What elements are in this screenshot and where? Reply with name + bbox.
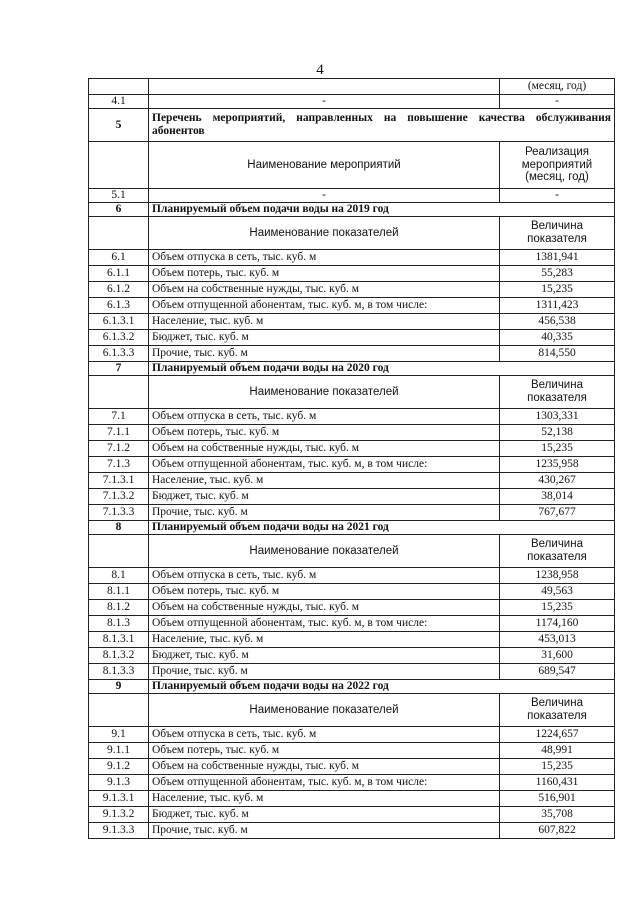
number-cell: 8.1.1 bbox=[89, 584, 149, 600]
number-cell: 9.1.3 bbox=[89, 775, 149, 791]
value-cell: 607,822 bbox=[500, 823, 615, 839]
value-cell: 38,014 bbox=[500, 489, 615, 505]
value-cell: 31,600 bbox=[500, 648, 615, 664]
value-cell: 456,538 bbox=[500, 314, 615, 330]
table-row bbox=[89, 727, 615, 743]
section-title-row bbox=[89, 680, 615, 694]
number-cell: 7.1 bbox=[89, 409, 149, 425]
section-5 bbox=[89, 109, 615, 203]
section-number: 7 bbox=[89, 362, 149, 376]
value-cell: 814,550 bbox=[500, 346, 615, 362]
table-row bbox=[89, 807, 615, 823]
name-cell: Население, тыс. куб. м bbox=[149, 473, 500, 489]
number-cell: 6.1.3 bbox=[89, 298, 149, 314]
header-value-cell: Величина показателя bbox=[500, 217, 615, 250]
number-cell: 6.1.3.1 bbox=[89, 314, 149, 330]
section-title-row bbox=[89, 362, 615, 376]
value-cell: 1235,958 bbox=[500, 457, 615, 473]
name-cell: Бюджет, тыс. куб. м bbox=[149, 330, 500, 346]
number-cell: 8.1.3 bbox=[89, 616, 149, 632]
section-header-row bbox=[89, 694, 615, 727]
section-title: Перечень мероприятий, направленных на повышение качества обслуживания абонентов bbox=[149, 109, 615, 142]
number-cell: 8.1.3.1 bbox=[89, 632, 149, 648]
section-title-row bbox=[89, 203, 615, 217]
table-row bbox=[89, 823, 615, 839]
table-row bbox=[89, 314, 615, 330]
number-cell bbox=[89, 217, 149, 250]
number-cell: 9.1.3.2 bbox=[89, 807, 149, 823]
name-cell: Объем потерь, тыс. куб. м bbox=[149, 266, 500, 282]
section-header-row bbox=[89, 217, 615, 250]
planned-volume-sections bbox=[89, 203, 615, 839]
table-row bbox=[89, 632, 615, 648]
table-row bbox=[89, 79, 615, 95]
value-cell: 430,267 bbox=[500, 473, 615, 489]
value-cell: 1238,958 bbox=[500, 568, 615, 584]
name-cell: Объем отпущенной абонентам, тыс. куб. м, в том числе: bbox=[149, 298, 500, 314]
name-cell: Объем потерь, тыс. куб. м bbox=[149, 425, 500, 441]
header-period-cell: (месяц, год) bbox=[500, 79, 615, 95]
number-cell: 6.1.2 bbox=[89, 282, 149, 298]
name-cell: Объем отпуска в сеть, тыс. куб. м bbox=[149, 250, 500, 266]
name-cell: Бюджет, тыс. куб. м bbox=[149, 648, 500, 664]
number-cell: 8.1.3.3 bbox=[89, 664, 149, 680]
name-cell: Объем на собственные нужды, тыс. куб. м bbox=[149, 441, 500, 457]
name-cell: Прочие, тыс. куб. м bbox=[149, 664, 500, 680]
table-row bbox=[89, 425, 615, 441]
number-cell: 4.1 bbox=[89, 95, 149, 109]
name-cell: Объем потерь, тыс. куб. м bbox=[149, 584, 500, 600]
number-cell: 9.1.3.3 bbox=[89, 823, 149, 839]
section-title: Планируемый объем подачи воды на 2022 год bbox=[149, 680, 615, 694]
value-cell: 52,138 bbox=[500, 425, 615, 441]
number-cell: 7.1.3 bbox=[89, 457, 149, 473]
section-title-row bbox=[89, 109, 615, 142]
table-row bbox=[89, 584, 615, 600]
table-row bbox=[89, 95, 615, 109]
number-cell bbox=[89, 142, 149, 189]
header-name-cell: Наименование показателей bbox=[149, 217, 500, 250]
name-cell: - bbox=[149, 189, 500, 203]
number-cell: 6.1.1 bbox=[89, 266, 149, 282]
table-row bbox=[89, 568, 615, 584]
table-row bbox=[89, 743, 615, 759]
value-cell: 1303,331 bbox=[500, 409, 615, 425]
page-number: 4 bbox=[316, 62, 324, 78]
value-cell: 689,547 bbox=[500, 664, 615, 680]
table-row bbox=[89, 648, 615, 664]
header-name-cell: Наименование показателей bbox=[149, 694, 500, 727]
number-cell bbox=[89, 376, 149, 409]
section-title: Планируемый объем подачи воды на 2021 год bbox=[149, 521, 615, 535]
section-title-row bbox=[89, 521, 615, 535]
name-cell: Объем отпуска в сеть, тыс. куб. м bbox=[149, 568, 500, 584]
number-cell: 9.1.2 bbox=[89, 759, 149, 775]
table-row bbox=[89, 330, 615, 346]
number-cell: 7.1.3.1 bbox=[89, 473, 149, 489]
table-row bbox=[89, 189, 615, 203]
number-cell: 8.1 bbox=[89, 568, 149, 584]
section-number: 9 bbox=[89, 680, 149, 694]
table-row bbox=[89, 489, 615, 505]
table-row bbox=[89, 791, 615, 807]
header-name-cell: Наименование показателей bbox=[149, 535, 500, 568]
value-cell: 767,677 bbox=[500, 505, 615, 521]
name-cell: Прочие, тыс. куб. м bbox=[149, 823, 500, 839]
table-row bbox=[89, 250, 615, 266]
header-value-cell: Величина показателя bbox=[500, 694, 615, 727]
table-row bbox=[89, 266, 615, 282]
number-cell: 7.1.3.3 bbox=[89, 505, 149, 521]
number-cell bbox=[89, 79, 149, 95]
header-name-cell: Наименование мероприятий bbox=[149, 142, 500, 189]
number-cell: 5.1 bbox=[89, 189, 149, 203]
name-cell: - bbox=[149, 95, 500, 109]
name-cell: Бюджет, тыс. куб. м bbox=[149, 807, 500, 823]
number-cell: 6.1.3.3 bbox=[89, 346, 149, 362]
value-cell: 15,235 bbox=[500, 282, 615, 298]
table-row bbox=[89, 664, 615, 680]
section-number: 6 bbox=[89, 203, 149, 217]
number-cell: 9.1.3.1 bbox=[89, 791, 149, 807]
name-cell: Объем потерь, тыс. куб. м bbox=[149, 743, 500, 759]
value-cell: 35,708 bbox=[500, 807, 615, 823]
table-row bbox=[89, 775, 615, 791]
name-cell: Объем на собственные нужды, тыс. куб. м bbox=[149, 282, 500, 298]
section-header-row bbox=[89, 535, 615, 568]
value-cell: - bbox=[500, 189, 615, 203]
section-title: Планируемый объем подачи воды на 2020 год bbox=[149, 362, 615, 376]
value-cell: 15,235 bbox=[500, 600, 615, 616]
number-cell: 7.1.3.2 bbox=[89, 489, 149, 505]
number-cell: 9.1.1 bbox=[89, 743, 149, 759]
value-cell: 55,283 bbox=[500, 266, 615, 282]
section-header-row bbox=[89, 376, 615, 409]
number-cell: 6.1 bbox=[89, 250, 149, 266]
table-row bbox=[89, 616, 615, 632]
table-row bbox=[89, 759, 615, 775]
name-cell: Объем отпуска в сеть, тыс. куб. м bbox=[149, 727, 500, 743]
name-cell: Объем отпущенной абонентам, тыс. куб. м, в том числе: bbox=[149, 775, 500, 791]
value-cell: 1160,431 bbox=[500, 775, 615, 791]
table-row bbox=[89, 457, 615, 473]
value-cell: 1174,160 bbox=[500, 616, 615, 632]
value-cell: 453,013 bbox=[500, 632, 615, 648]
value-cell: 1311,423 bbox=[500, 298, 615, 314]
table-row bbox=[89, 505, 615, 521]
indicators-table bbox=[88, 78, 615, 839]
name-cell: Прочие, тыс. куб. м bbox=[149, 346, 500, 362]
name-cell: Население, тыс. куб. м bbox=[149, 791, 500, 807]
table-row bbox=[89, 282, 615, 298]
header-name-cell: Наименование показателей bbox=[149, 376, 500, 409]
name-cell: Население, тыс. куб. м bbox=[149, 632, 500, 648]
header-value-cell: Реализация мероприятий (месяц, год) bbox=[500, 142, 615, 189]
name-cell: Объем на собственные нужды, тыс. куб. м bbox=[149, 600, 500, 616]
number-cell: 6.1.3.2 bbox=[89, 330, 149, 346]
name-cell: Объем отпуска в сеть, тыс. куб. м bbox=[149, 409, 500, 425]
value-cell: 15,235 bbox=[500, 759, 615, 775]
section-number: 5 bbox=[89, 109, 149, 142]
name-cell: Прочие, тыс. куб. м bbox=[149, 505, 500, 521]
section-number: 8 bbox=[89, 521, 149, 535]
table-row bbox=[89, 409, 615, 425]
value-cell: 49,563 bbox=[500, 584, 615, 600]
value-cell: 1224,657 bbox=[500, 727, 615, 743]
number-cell: 7.1.1 bbox=[89, 425, 149, 441]
value-cell: 1381,941 bbox=[500, 250, 615, 266]
number-cell bbox=[89, 535, 149, 568]
value-cell: 15,235 bbox=[500, 441, 615, 457]
table-row bbox=[89, 600, 615, 616]
table-row bbox=[89, 473, 615, 489]
number-cell: 7.1.2 bbox=[89, 441, 149, 457]
name-cell: Объем на собственные нужды, тыс. куб. м bbox=[149, 759, 500, 775]
name-cell: Население, тыс. куб. м bbox=[149, 314, 500, 330]
value-cell: - bbox=[500, 95, 615, 109]
section-title: Планируемый объем подачи воды на 2019 год bbox=[149, 203, 615, 217]
number-cell bbox=[89, 694, 149, 727]
table-top bbox=[89, 79, 615, 109]
value-cell: 516,901 bbox=[500, 791, 615, 807]
header-value-cell: Величина показателя bbox=[500, 376, 615, 409]
number-cell: 8.1.3.2 bbox=[89, 648, 149, 664]
section-header-row bbox=[89, 142, 615, 189]
header-value-cell: Величина показателя bbox=[500, 535, 615, 568]
table-row bbox=[89, 346, 615, 362]
value-cell: 48,991 bbox=[500, 743, 615, 759]
name-cell: Бюджет, тыс. куб. м bbox=[149, 489, 500, 505]
value-cell: 40,335 bbox=[500, 330, 615, 346]
number-cell: 8.1.2 bbox=[89, 600, 149, 616]
table-row bbox=[89, 441, 615, 457]
table-row bbox=[89, 298, 615, 314]
name-cell: Объем отпущенной абонентам, тыс. куб. м, в том числе: bbox=[149, 457, 500, 473]
name-cell: Объем отпущенной абонентам, тыс. куб. м, в том числе: bbox=[149, 616, 500, 632]
number-cell: 9.1 bbox=[89, 727, 149, 743]
name-cell bbox=[149, 79, 500, 95]
